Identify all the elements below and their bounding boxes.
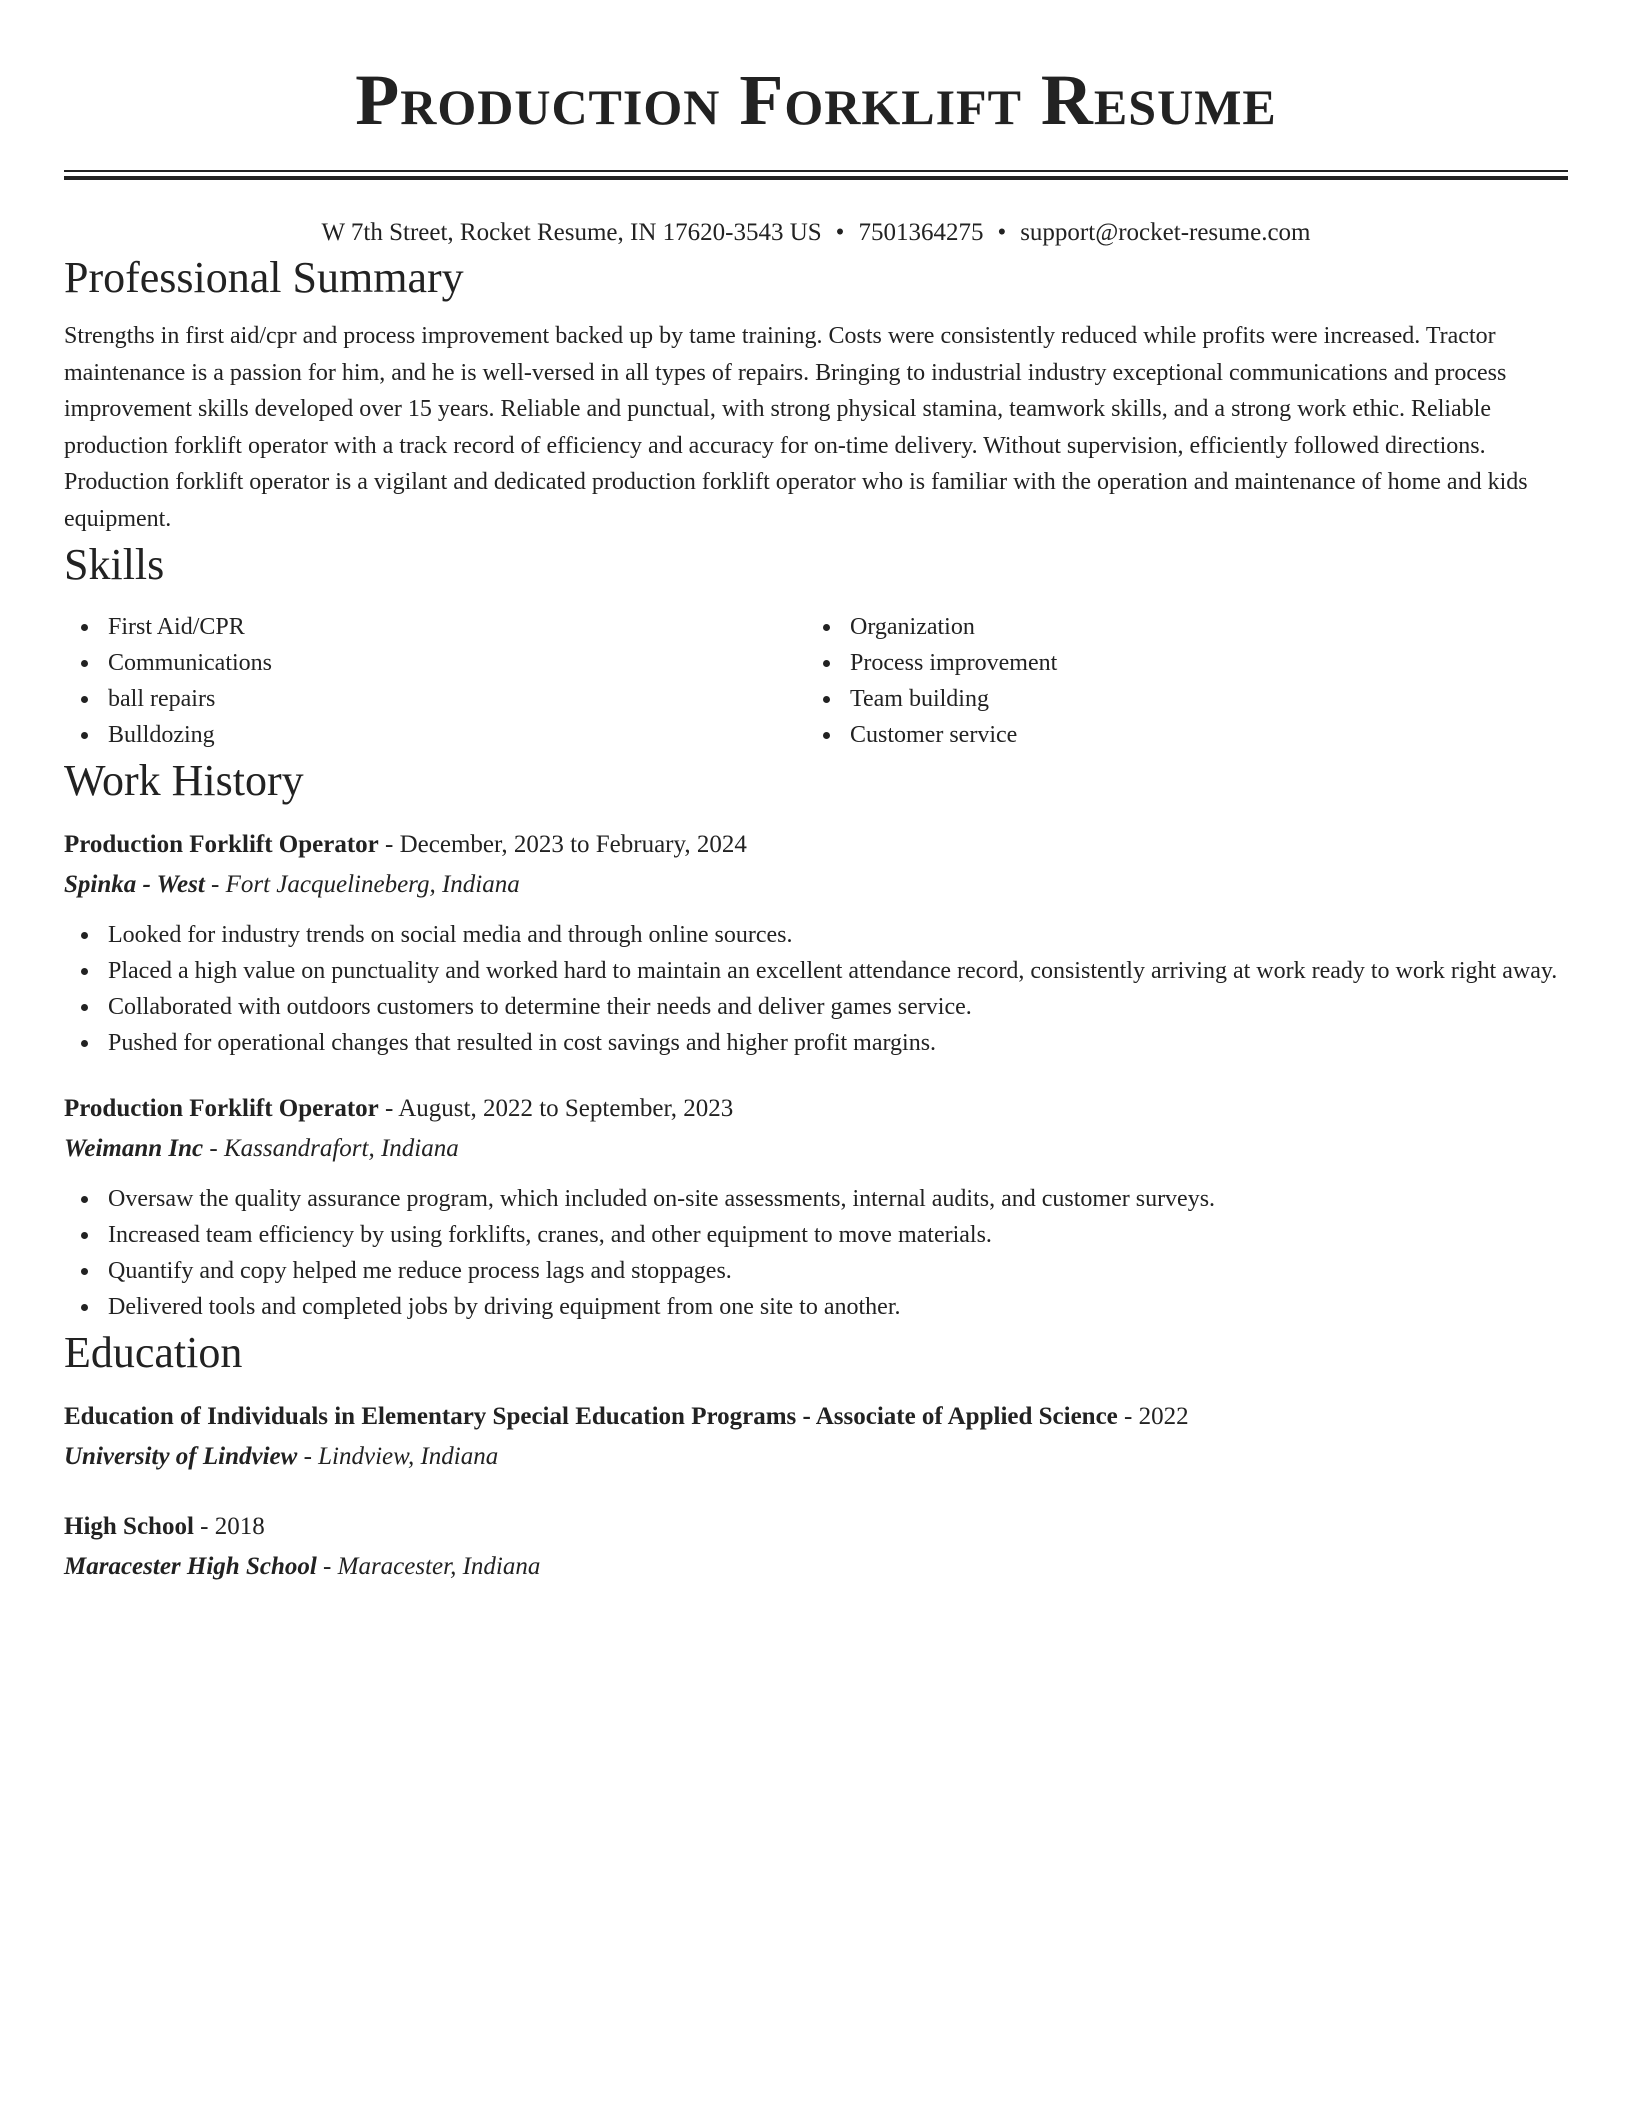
resume-title: Production Forklift Resume xyxy=(355,60,1277,140)
job-title-line xyxy=(64,825,1568,865)
job-duty-item: Increased team efficiency by using forklifts, cranes, and other equipment to move materials. xyxy=(64,1217,1568,1253)
job-duty-item: Looked for industry trends on social media and through online sources. xyxy=(64,917,1568,953)
skills-column-left xyxy=(64,609,806,753)
education-heading: Education xyxy=(64,1328,243,1377)
education-degree: High School xyxy=(64,1513,194,1540)
contact-separator: • xyxy=(835,219,845,246)
job-company-line xyxy=(64,865,1568,905)
education-school-line xyxy=(64,1547,1568,1587)
education-degree-line xyxy=(64,1397,1568,1437)
skill-item: First Aid/CPR xyxy=(64,609,806,645)
contact-email: support@rocket-resume.com xyxy=(1020,219,1311,246)
education-location: - Maracester, Indiana xyxy=(316,1553,541,1580)
summary-heading: Professional Summary xyxy=(64,253,464,302)
contact-separator: • xyxy=(997,219,1007,246)
job-title-line xyxy=(64,1089,1568,1129)
job-company: Weimann Inc xyxy=(64,1135,204,1162)
job-company: Spinka - West xyxy=(64,871,205,898)
skills-column-right xyxy=(806,609,1548,753)
job-entry xyxy=(64,1089,1568,1325)
title-divider xyxy=(64,170,1568,180)
skill-item: Bulldozing xyxy=(64,717,806,753)
education-school: University of Lindview xyxy=(64,1443,298,1470)
job-entry xyxy=(64,825,1568,1061)
skill-item: Communications xyxy=(64,645,806,681)
contact-address: W 7th Street, Rocket Resume, IN 17620-3543 US xyxy=(321,219,822,246)
job-location: - Fort Jacquelineberg, Indiana xyxy=(204,871,520,898)
skills-list xyxy=(64,609,1568,753)
job-duty-item: Placed a high value on punctuality and worked hard to maintain an excellent attendance record, consistently arriving at work ready to work right away. xyxy=(64,953,1568,989)
job-duty-item: Collaborated with outdoors customers to determine their needs and deliver games service. xyxy=(64,989,1568,1025)
job-location: - Kassandrafort, Indiana xyxy=(203,1135,459,1162)
skill-item: Organization xyxy=(806,609,1548,645)
job-title: Production Forklift Operator xyxy=(64,1095,379,1122)
contact-line xyxy=(64,216,1568,250)
job-title: Production Forklift Operator xyxy=(64,831,379,858)
job-duties xyxy=(64,917,1568,1061)
education-degree-line xyxy=(64,1507,1568,1547)
education-school: Maracester High School xyxy=(64,1553,317,1580)
work-history-heading: Work History xyxy=(64,756,304,805)
summary-text: Strengths in first aid/cpr and process improvement backed up by tame training. Costs were consistently reduced while profits were increased. Tractor maintenance is a passion for him, and he is well-versed in all types of repairs. Bringing to industrial industry exceptional communications and process improvement skills developed over 15 years. Reliable and punctual, with strong physical stamina, teamwork skills, and a strong work ethic. Reliable production forklift operator with a track record of efficiency and accuracy for on-time delivery. Without supervision, efficiently followed directions. Production forklift operator is a vigilant and dedicated production forklift operator who is familiar with the operation and maintenance of home and kids equipment. xyxy=(64,323,1528,532)
job-dates: - December, 2023 to February, 2024 xyxy=(378,831,747,858)
job-duty-item: Oversaw the quality assurance program, which included on-site assessments, internal audits, and customer surveys. xyxy=(64,1181,1568,1217)
skills-heading: Skills xyxy=(64,540,165,589)
education-year: - 2022 xyxy=(1117,1403,1189,1430)
education-location: - Lindview, Indiana xyxy=(297,1443,499,1470)
skill-item: Process improvement xyxy=(806,645,1548,681)
skill-item: ball repairs xyxy=(64,681,806,717)
education-entry xyxy=(64,1397,1568,1477)
education-entry xyxy=(64,1507,1568,1587)
education-degree: Education of Individuals in Elementary Special Education Programs - Associate of Applied Science xyxy=(64,1403,1118,1430)
education-school-line xyxy=(64,1437,1568,1477)
job-duty-item: Delivered tools and completed jobs by driving equipment from one site to another. xyxy=(64,1289,1568,1325)
job-dates: - August, 2022 to September, 2023 xyxy=(378,1095,734,1122)
job-duties xyxy=(64,1181,1568,1325)
job-company-line xyxy=(64,1129,1568,1169)
education-year: - 2018 xyxy=(193,1513,265,1540)
job-duty-item: Quantify and copy helped me reduce process lags and stoppages. xyxy=(64,1253,1568,1289)
skill-item: Team building xyxy=(806,681,1548,717)
contact-phone: 7501364275 xyxy=(858,219,984,246)
job-duty-item: Pushed for operational changes that resulted in cost savings and higher profit margins. xyxy=(64,1025,1568,1061)
skill-item: Customer service xyxy=(806,717,1548,753)
